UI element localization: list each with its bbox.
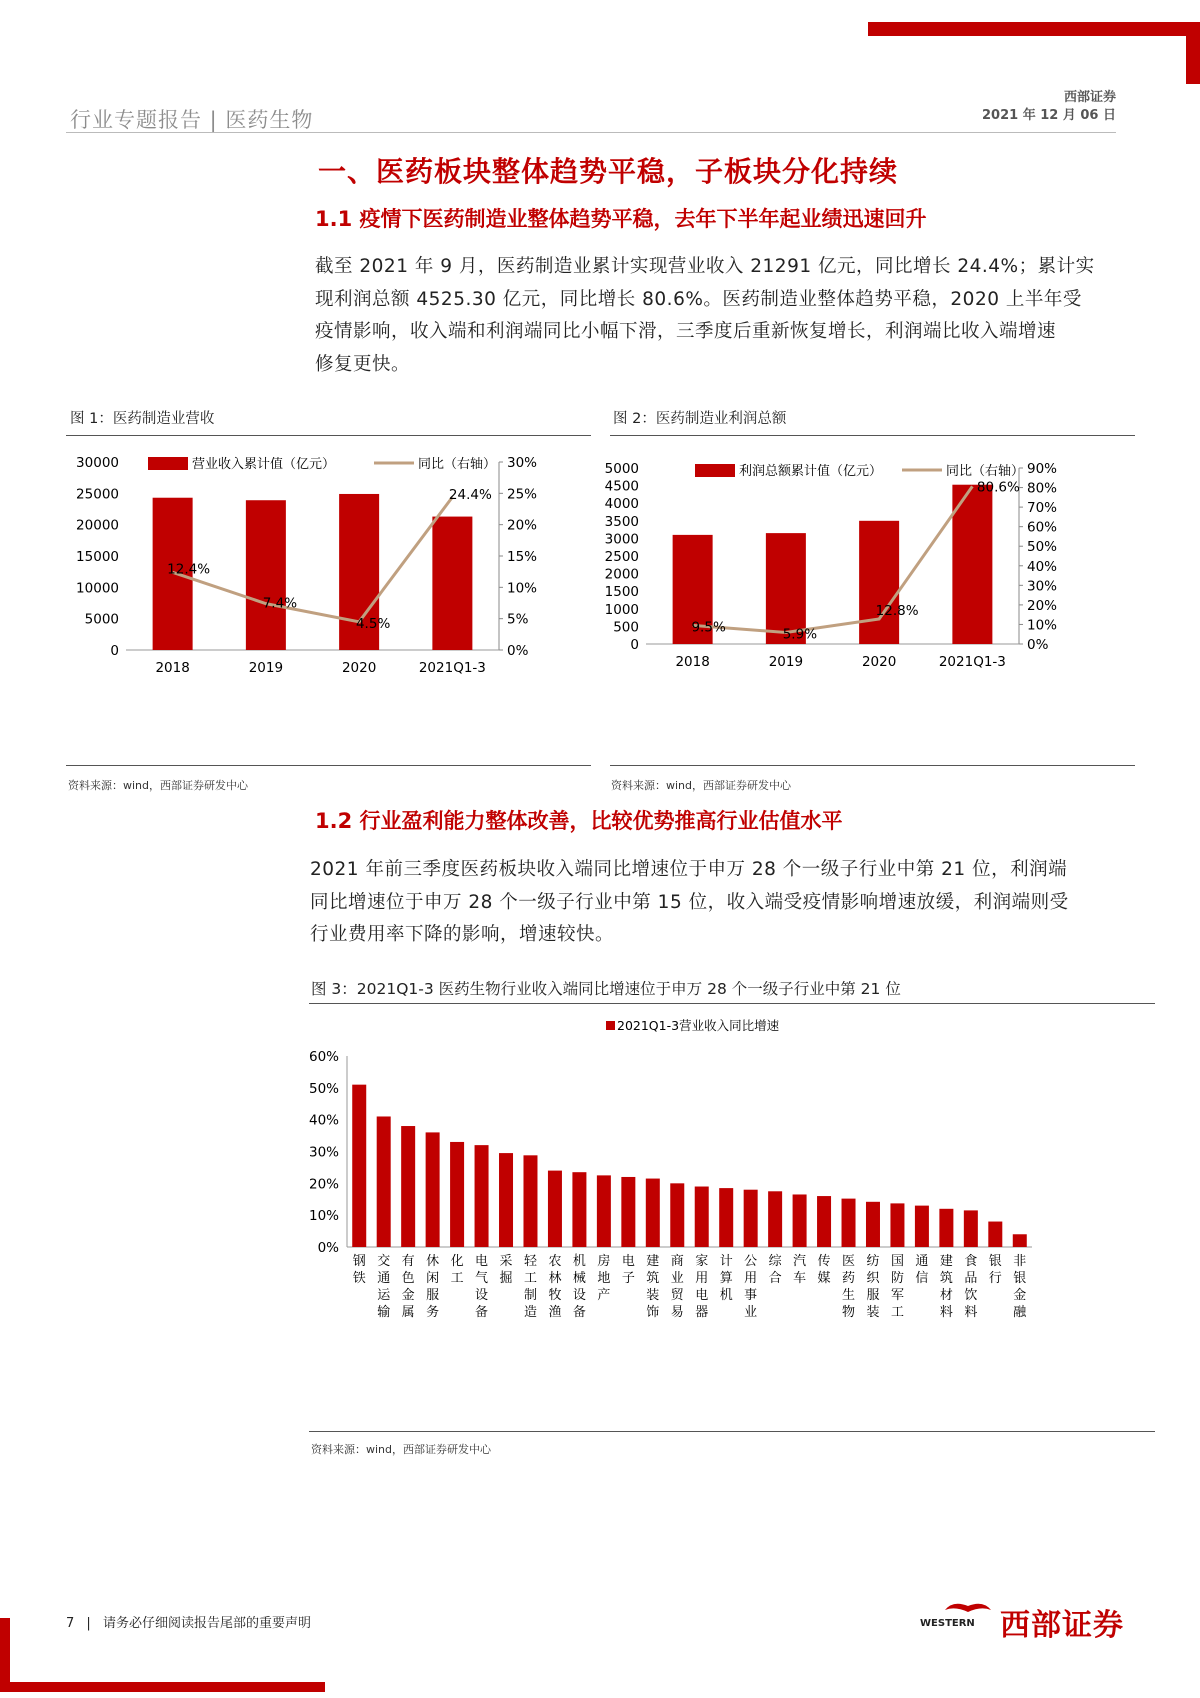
bar — [246, 500, 286, 650]
y-tick-left: 3000 — [604, 531, 639, 548]
bar — [695, 1187, 709, 1247]
bar — [646, 1179, 660, 1247]
x-tick-label: 计算机 — [719, 1254, 733, 1303]
x-tick-label: 2020 — [861, 654, 897, 670]
x-tick-label: 2021Q1-3 — [418, 660, 486, 676]
report-category: 行业专题报告 | 医药生物 — [70, 108, 314, 132]
y-tick-right: 30% — [507, 455, 538, 471]
x-tick-label: 家用电器 — [695, 1254, 709, 1320]
y-tick-left: 0 — [630, 637, 639, 653]
header-date: 2021 年 12 月 06 日 — [982, 108, 1116, 123]
figure-3-top-rule — [309, 1003, 1155, 1004]
bar — [768, 1191, 782, 1247]
y-tick-left: 5000 — [604, 461, 639, 477]
bar — [352, 1085, 366, 1247]
y-tick-left: 4000 — [604, 496, 639, 513]
y-tick-right: 60% — [1027, 519, 1058, 536]
y-tick-left: 500 — [613, 619, 639, 636]
figure-3-title: 图 3：2021Q1-3 医药生物行业收入端同比增速位于申万 28 个一级子行业中第 21 位 — [311, 980, 901, 998]
x-tick-label: 化工 — [450, 1254, 464, 1286]
x-tick-label: 公用事业 — [744, 1254, 758, 1320]
x-tick-label: 轻工制造 — [523, 1254, 537, 1320]
data-label: 9.5% — [691, 619, 726, 636]
subsection-title-1-2: 1.2 行业盈利能力整体改善，比较优势推高行业估值水平 — [315, 809, 843, 833]
figure-3-source: 资料来源：wind，西部证券研发中心 — [311, 1443, 492, 1456]
y-tick-left: 10000 — [76, 580, 119, 597]
figure-2-chart — [604, 440, 1135, 740]
bar — [744, 1190, 758, 1247]
x-tick-label: 2018 — [155, 660, 190, 676]
bar — [475, 1145, 489, 1247]
y-tick-right: 5% — [507, 611, 529, 628]
bar — [450, 1142, 464, 1247]
x-tick-label: 2021Q1-3 — [938, 654, 1006, 670]
data-label: 12.4% — [167, 561, 211, 578]
paragraph-1-1 — [315, 251, 1133, 381]
yoy-line — [693, 486, 973, 632]
x-tick-label: 2018 — [675, 654, 710, 670]
bar — [939, 1209, 953, 1247]
x-tick-label: 纺织服装 — [866, 1254, 880, 1320]
bar — [842, 1199, 856, 1247]
y-tick-left: 5000 — [84, 611, 119, 628]
y-tick-left: 1500 — [604, 584, 639, 601]
bar — [572, 1172, 586, 1247]
paragraph-line: 疫情影响，收入端和利润端同比小幅下滑，三季度后重新恢复增长，利润端比收入端增速 — [315, 321, 1057, 342]
y-tick-right: 30% — [1027, 578, 1058, 595]
figure-2-title: 图 2：医药制造业利润总额 — [613, 411, 787, 427]
y-tick-left: 0 — [110, 643, 119, 659]
logo-english: WESTERN — [920, 1618, 975, 1629]
y-tick-left: 3500 — [604, 513, 639, 530]
x-tick-label: 建筑材料 — [939, 1254, 953, 1320]
x-tick-label: 农林牧渔 — [548, 1254, 562, 1320]
x-tick-label: 电气设备 — [475, 1254, 489, 1320]
y-tick-right: 20% — [507, 517, 538, 534]
y-tick-right: 10% — [507, 580, 538, 597]
y-tick-label: 30% — [308, 1144, 339, 1161]
logo-chinese: 西部证券 — [1000, 1608, 1124, 1643]
y-tick-right: 40% — [1027, 558, 1058, 575]
legend-label-line: 同比（右轴） — [946, 464, 1025, 479]
figure-1-chart — [66, 440, 591, 740]
bar — [597, 1175, 611, 1247]
paragraph-line: 2021 年前三季度医药板块收入端同比增速位于申万 28 个一级子行业中第 21 位，利润端 — [310, 859, 1068, 880]
bar — [793, 1194, 807, 1247]
x-tick-label: 传媒 — [817, 1254, 831, 1286]
figure-1-source: 资料来源：wind，西部证券研发中心 — [68, 779, 249, 792]
bar — [817, 1196, 831, 1247]
data-label: 4.5% — [355, 615, 391, 632]
y-tick-left: 2000 — [604, 566, 639, 583]
paragraph-line: 行业费用率下降的影响，增速较快。 — [310, 924, 615, 945]
header-company: 西部证券 — [1063, 90, 1116, 105]
figure-1-bottom-rule — [66, 765, 591, 766]
y-tick-left: 4500 — [604, 478, 639, 495]
bar — [523, 1155, 537, 1247]
y-tick-label: 10% — [308, 1208, 339, 1225]
x-tick-label: 房地产 — [597, 1254, 611, 1303]
y-tick-right: 10% — [1027, 617, 1058, 634]
bar — [859, 521, 899, 644]
figure-2-source: 资料来源：wind，西部证券研发中心 — [611, 779, 792, 792]
x-tick-label: 有色金属 — [401, 1254, 415, 1320]
bar — [1013, 1234, 1027, 1247]
section-title: 一、医药板块整体趋势平稳，子板块分化持续 — [318, 155, 899, 188]
x-tick-label: 非银金融 — [1013, 1254, 1027, 1320]
y-tick-right: 0% — [507, 643, 529, 659]
bull-logo-icon — [943, 1600, 993, 1618]
bar — [499, 1153, 513, 1247]
footer-separator: | — [86, 1616, 91, 1631]
y-tick-right: 0% — [1027, 637, 1049, 653]
bar — [915, 1206, 929, 1247]
legend-label: 2021Q1-3营业收入同比增速 — [617, 1018, 780, 1033]
y-tick-label: 0% — [317, 1240, 339, 1256]
legend-label-bar: 营业收入累计值（亿元） — [192, 457, 336, 472]
x-tick-label: 通信 — [915, 1254, 929, 1286]
bar — [426, 1132, 440, 1247]
y-tick-label: 40% — [308, 1112, 339, 1129]
x-tick-label: 汽车 — [793, 1254, 807, 1286]
bar — [401, 1126, 415, 1247]
legend-swatch-bar — [148, 457, 188, 470]
legend-swatch — [606, 1021, 615, 1030]
corner-bar-bottom-left-vertical — [0, 1618, 10, 1692]
bar — [964, 1210, 978, 1247]
x-tick-label: 2019 — [768, 654, 804, 670]
y-tick-right: 80% — [1027, 480, 1058, 497]
data-label: 7.4% — [262, 595, 298, 612]
x-tick-label: 食品饮料 — [964, 1254, 978, 1320]
x-tick-label: 综合 — [768, 1254, 782, 1286]
x-tick-label: 国防军工 — [890, 1254, 904, 1320]
y-tick-left: 2500 — [604, 549, 639, 565]
data-label: 24.4% — [448, 487, 492, 504]
y-tick-right: 25% — [507, 486, 538, 503]
x-tick-label: 商业贸易 — [670, 1254, 684, 1320]
figure-1-top-rule — [66, 435, 591, 436]
data-label: 5.9% — [782, 626, 818, 643]
legend-label-line: 同比（右轴） — [418, 457, 497, 472]
legend-label-bar: 利润总额累计值（亿元） — [739, 464, 883, 479]
y-tick-left: 1000 — [604, 601, 639, 618]
paragraph-line: 截至 2021 年 9 月，医药制造业累计实现营业收入 21291 亿元，同比增长 24.4%；累计实 — [315, 256, 1095, 277]
corner-bar-top-right — [868, 22, 1200, 36]
y-tick-right: 90% — [1027, 461, 1058, 477]
y-tick-left: 20000 — [76, 517, 119, 534]
paragraph-1-2 — [310, 854, 1133, 952]
footer-disclaimer: 请务必仔细阅读报告尾部的重要声明 — [102, 1616, 311, 1631]
bar — [377, 1116, 391, 1247]
figure-3-chart — [309, 1008, 1155, 1428]
bar — [719, 1188, 733, 1247]
legend-swatch-bar — [695, 464, 735, 477]
x-tick-label: 休闲服务 — [426, 1254, 440, 1320]
paragraph-line: 修复更快。 — [315, 353, 411, 375]
bar — [988, 1222, 1002, 1247]
y-tick-left: 25000 — [76, 486, 119, 503]
x-tick-label: 2019 — [248, 660, 284, 676]
data-label: 80.6% — [976, 479, 1020, 496]
bar — [890, 1203, 904, 1247]
y-tick-right: 70% — [1027, 500, 1058, 517]
y-tick-left: 15000 — [76, 549, 119, 565]
figure-2-top-rule — [610, 435, 1135, 436]
figure-2-bottom-rule — [610, 765, 1135, 766]
figure-3-bottom-rule — [309, 1431, 1155, 1432]
x-tick-label: 钢铁 — [352, 1254, 366, 1286]
x-tick-label: 建筑装饰 — [646, 1254, 660, 1320]
header-divider — [66, 132, 1116, 133]
corner-bar-bottom-left — [0, 1682, 325, 1692]
footer-notice — [66, 1612, 311, 1631]
x-tick-label: 2020 — [341, 660, 377, 676]
y-tick-left: 30000 — [76, 455, 119, 471]
y-tick-label: 50% — [308, 1080, 339, 1097]
bar — [670, 1183, 684, 1247]
bar — [621, 1177, 635, 1247]
x-tick-label: 银行 — [988, 1254, 1002, 1286]
x-tick-label: 医药生物 — [842, 1254, 856, 1320]
subsection-title-1-1: 1.1 疫情下医药制造业整体趋势平稳，去年下半年起业绩迅速回升 — [315, 207, 927, 231]
yoy-line — [173, 497, 453, 622]
data-label: 12.8% — [875, 602, 919, 619]
bar — [432, 517, 472, 650]
y-tick-right: 20% — [1027, 597, 1058, 614]
x-tick-label: 交通运输 — [377, 1254, 391, 1320]
y-tick-right: 50% — [1027, 539, 1058, 556]
figure-1-title: 图 1：医药制造业营收 — [70, 411, 215, 427]
x-tick-label: 电子 — [621, 1254, 635, 1286]
x-tick-label: 采掘 — [499, 1254, 513, 1286]
page-number: 7 — [66, 1616, 75, 1631]
y-tick-label: 60% — [308, 1049, 339, 1065]
corner-bar-top-right-vertical — [1186, 22, 1200, 84]
bar — [866, 1202, 880, 1247]
y-tick-label: 20% — [308, 1176, 339, 1193]
paragraph-line: 现利润总额 4525.30 亿元，同比增长 80.6%。医药制造业整体趋势平稳，2020 上半年受 — [315, 288, 1082, 310]
bar — [548, 1171, 562, 1247]
x-tick-label: 机械设备 — [572, 1254, 586, 1320]
paragraph-line: 同比增速位于申万 28 个一级子行业中第 15 位，收入端受疫情影响增速放缓，利润端则受 — [310, 891, 1069, 913]
y-tick-right: 15% — [507, 549, 538, 565]
